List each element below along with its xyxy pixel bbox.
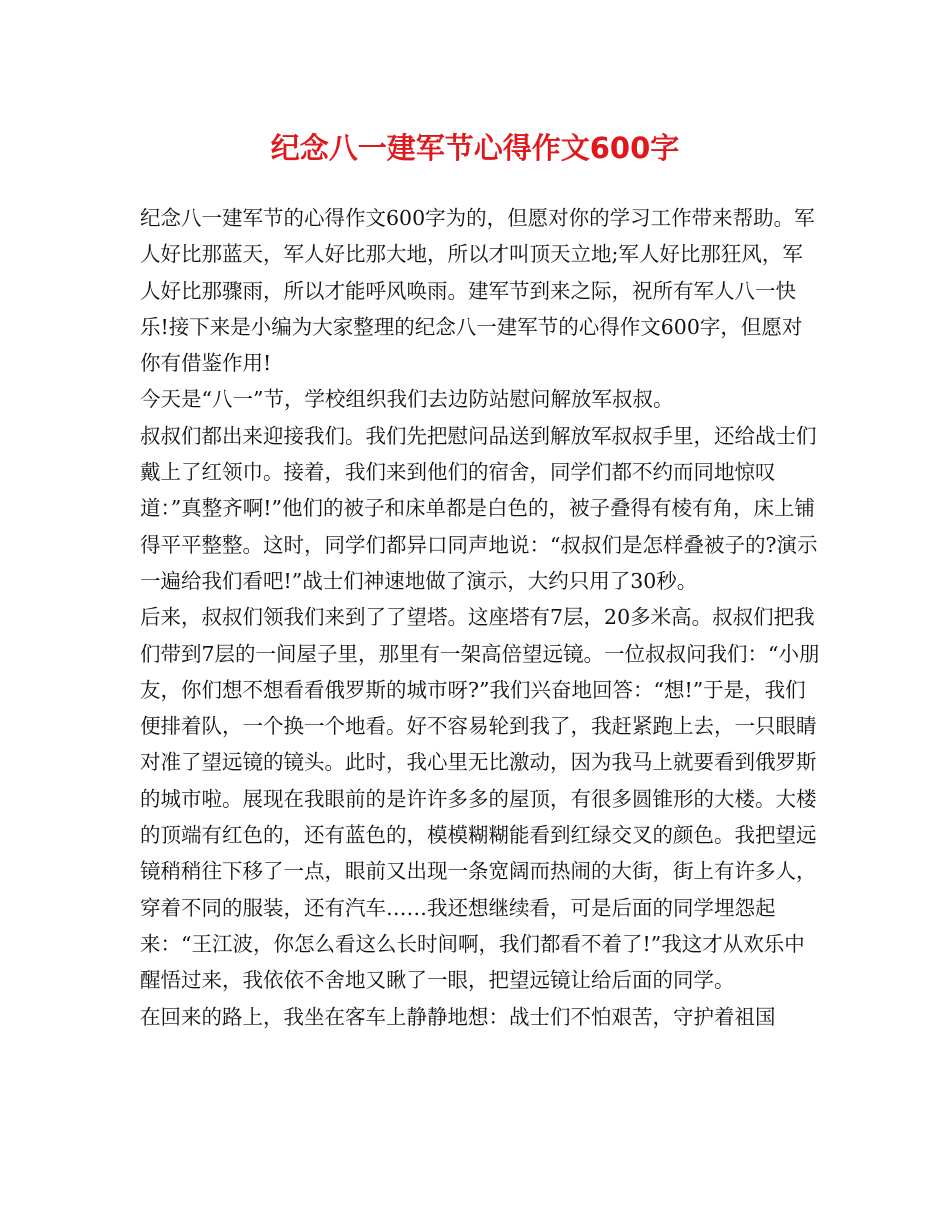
document-body: [140, 200, 820, 1035]
paragraph-dormitory: 叔叔们都出来迎接我们。我们先把慰问品送到解放军叔叔手里，还给战士们戴上了红领巾。接着，我们来到他们的宿舍，同学们都不约而同地惊叹道：”真整齐啊!”他们的被子和床单都是白色的，被子叠得有棱有角，床上铺得平平整整。这时，同学们都异口同声地说：“叔叔们是怎样叠被子的?演示一遍给我们看吧!”战士们神速地做了演示，大约只用了30秒。: [140, 423, 818, 593]
paragraph-watchtower: 后来，叔叔们领我们来到了了望塔。这座塔有7层，20多米高。叔叔们把我们带到7层的一间屋子里，那里有一架高倍望远镜。一位叔叔问我们：“小朋友，你们想不想看看俄罗斯的城市呀?”我们兴奋地回答：“想!”于是，我们便排着队，一个换一个地看。好不容易轮到我了，我赶紧跑上去，一只眼睛对准了望远镜的镜头。此时，我心里无比激动，因为我马上就要看到俄罗斯的城市啦。展现在我眼前的是许许多多的屋顶，有很多圆锥形的大楼。大楼的顶端有红色的，还有蓝色的，模模糊糊能看到红绿交叉的颜色。我把望远镜稍稍往下移了一点，眼前又出现一条宽阔而热闹的大街，街上有许多人，穿着不同的服装，还有汽车……我还想继续看，可是后面的同学埋怨起来：“王江波，你怎么看这么长时间啊，我们都看不着了!”我这才从欢乐中醒悟过来，我依依不舍地又瞅了一眼，把望远镜让给后面的同学。: [140, 605, 820, 993]
paragraph-intro: 纪念八一建军节的心得作文600字为的，但愿对你的学习工作带来帮助。军人好比那蓝天，军人好比那大地，所以才叫顶天立地;军人好比那狂风，军人好比那骤雨，所以才能呼风唤雨。建军节到来之际，祝所有军人八一快乐!接下来是小编为大家整理的纪念八一建军节的心得作文600字，但愿对你有借鉴作用!: [140, 206, 815, 376]
paragraph-return: 在回来的路上，我坐在客车上静静地想：战士们不怕艰苦，守护着祖国: [140, 1004, 776, 1029]
paragraph-visit: 今天是“八一”节，学校组织我们去边防站慰问解放军叔叔。: [140, 387, 674, 412]
document-title: 纪念八一建军节心得作文600字: [270, 131, 680, 165]
